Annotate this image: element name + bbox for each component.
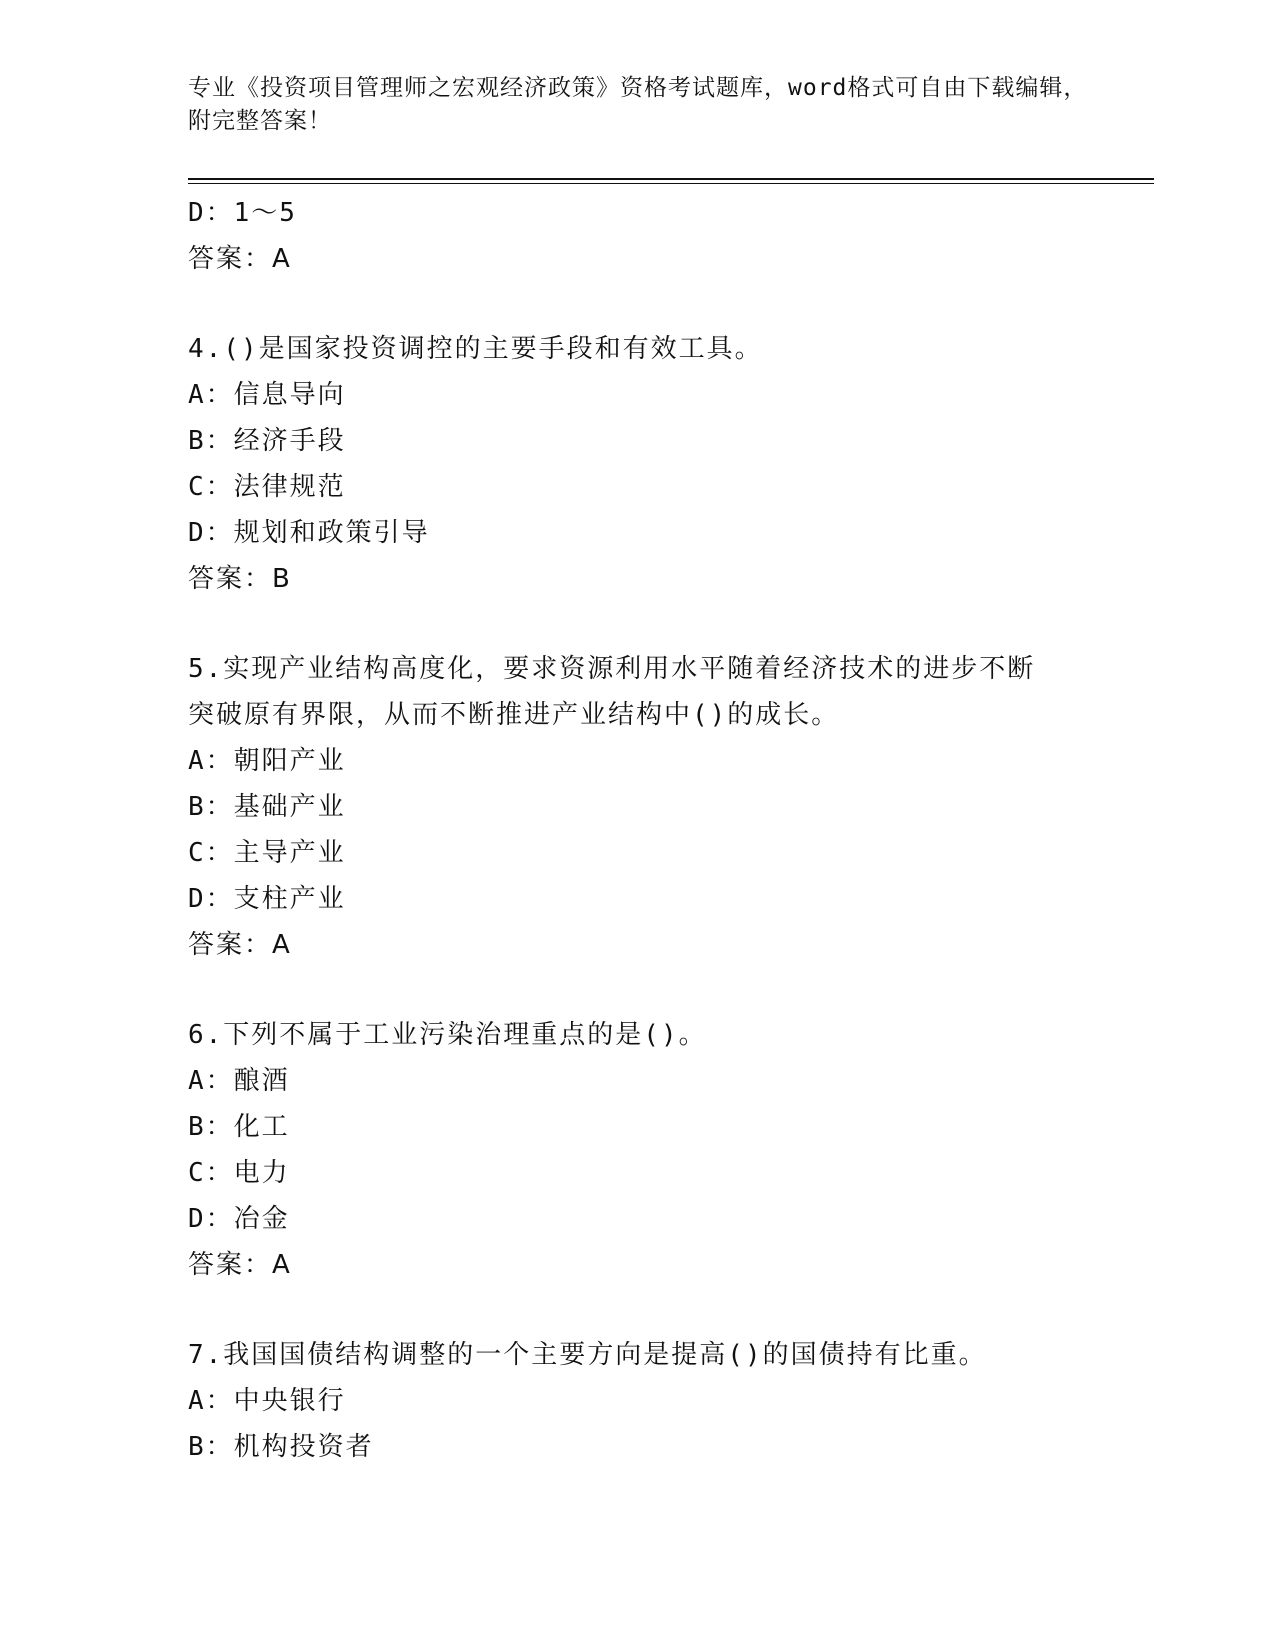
spacer [188,602,1088,646]
option-d: D：冶金 [188,1204,290,1234]
option-a: A：朝阳产业 [188,746,346,776]
option-d: D：支柱产业 [188,884,346,914]
option-d: D：规划和政策引导 [188,518,430,548]
answer: 答案：A [188,244,292,274]
question-stem: 6.下列不属于工业污染治理重点的是()。 [188,1020,707,1050]
spacer [188,968,1088,1012]
option-a: A：中央银行 [188,1386,346,1416]
spacer [188,282,1088,326]
answer: 答案：A [188,1250,292,1280]
question-stem: 7.我国国债结构调整的一个主要方向是提高()的国债持有比重。 [188,1340,987,1370]
spacer [188,1288,1088,1332]
option-a: A：信息导向 [188,380,346,410]
question-stem: 5.实现产业结构高度化，要求资源利用水平随着经济技术的进步不断突破原有界限，从而不断推进产业结构中()的成长。 [188,654,1036,730]
option-c: C：法律规范 [188,472,346,502]
header-divider-thin [188,183,1154,184]
option-c: C：主导产业 [188,838,346,868]
option-b: B：化工 [188,1112,290,1142]
option-b: B：经济手段 [188,426,346,456]
question-stem: 4.()是国家投资调控的主要手段和有效工具。 [188,334,763,364]
answer: 答案：B [188,564,292,594]
document-header: 专业《投资项目管理师之宏观经济政策》资格考试题库，word格式可自由下载编辑，附完整答案！ [188,75,1088,134]
option-b: B：机构投资者 [188,1432,374,1462]
option-d: D：1～5 [188,198,297,228]
option-c: C：电力 [188,1158,290,1188]
header-divider-thick [188,178,1154,180]
option-a: A：酿酒 [188,1066,290,1096]
question-content [188,190,1088,1470]
option-b: B：基础产业 [188,792,346,822]
answer: 答案：A [188,930,292,960]
